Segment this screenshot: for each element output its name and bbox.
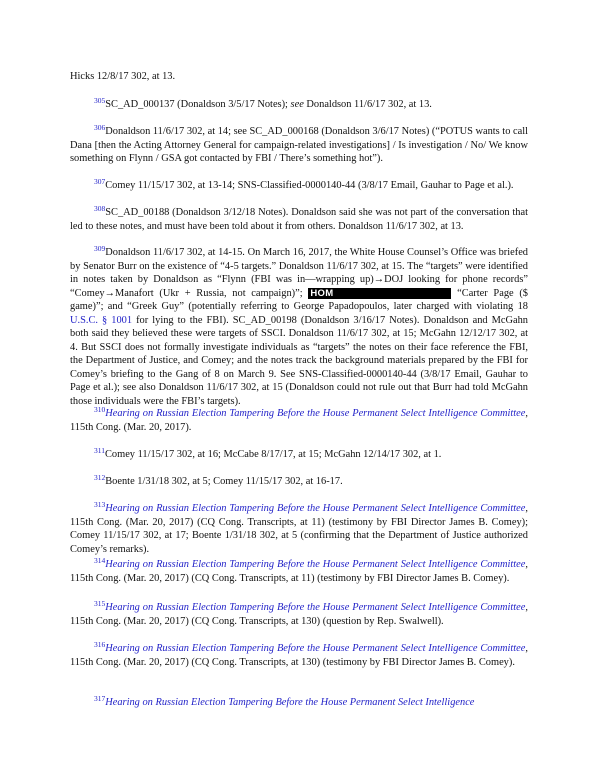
footnote-313: $^{313}$Hearing on Russian Election Tampering Before the House Permanent Select Intelligence Committee, 115th Cong. (Mar. 20, 2017) (CQ Cong. Transcripts, at 11) (testimony by FBI Director James B. Comey); Comey 11/15/17 302, at 17; Boente 1/31/18 302, at 5 (confirming that the Department of Justice authorized Comey’s remarks). [70, 500, 528, 555]
footnote-number: 317 [94, 694, 106, 703]
footnote-number: 306 [94, 123, 106, 132]
footnote-307 [70, 179, 528, 193]
footnote-text: Donaldson 11/6/17 302, at 14; see SC_AD_000168 (Donaldson 3/6/17 Notes) (“POTUS wants to call Dana [then the Acting Attorney General for campaign-related investigations] / Is investigation / No/ We know something on Flynn / GSA got contacted by FBI / There’s something hot”). [70, 126, 528, 164]
footnote-305: $^{305}$SC_AD_000137 (Donaldson 3/5/17 Notes); see Donaldson 11/6/17 302, at 13. [94, 96, 432, 110]
footnote-314: $^{314}$Hearing on Russian Election Tampering Before the House Permanent Select Intelligence Committee, 115th Cong. (Mar. 20, 2017) (CQ Cong. Transcripts, at 11) (testimony by FBI Director James B. Comey). [70, 556, 528, 584]
footnote-text: Comey 11/15/17 302, at 16; McCabe 8/17/17, at 15; McGahn 12/14/17 302, at 1. [104, 449, 442, 460]
hearing-link[interactable]: Hearing on Russian Election Tampering Before the House Permanent Select Intelligence Committee [105, 602, 526, 613]
footnote-308 [70, 206, 528, 233]
footnote-number: 315 [94, 599, 106, 608]
footnote-316: $^{316}$Hearing on Russian Election Tampering Before the House Permanent Select Intelligence Committee, 115th Cong. (Mar. 20, 2017) (CQ Cong. Transcripts, at 130) (testimony by FBI Director James B. Comey). [70, 640, 528, 668]
footnote-306 [70, 125, 528, 166]
footnote-number: 308 [94, 204, 106, 213]
footnote-number: 307 [94, 177, 106, 186]
footnote-310: $^{310}$Hearing on Russian Election Tampering Before the House Permanent Select Intelligence Committee, 115th Cong. (Mar. 20, 2017). [70, 405, 528, 433]
footnote-number: 310 [94, 405, 106, 414]
footnote-number: 311 [94, 446, 105, 455]
footnote-315: $^{315}$Hearing on Russian Election Tampering Before the House Permanent Select Intelligence Committee, 115th Cong. (Mar. 20, 2017) (CQ Cong. Transcripts, at 130) (question by Rep. Swalwell). [70, 599, 528, 627]
footnote-317 [70, 696, 528, 710]
footnote-text: SC_AD_00188 (Donaldson 3/12/18 Notes). Donaldson said she was not part of the conversation that led to these notes, and must have been told about it from others. Donaldson 11/6/17 302, at 13. [70, 207, 528, 232]
footnote-number: 312 [94, 473, 106, 482]
footnote-number: 305 [94, 96, 106, 105]
hearing-link[interactable]: Hearing on Russian Election Tampering Before the House Permanent Select Intelligence [105, 697, 475, 708]
footnote-312 [70, 475, 528, 489]
hearing-link[interactable]: Hearing on Russian Election Tampering Before the House Permanent Select Intelligence Committee [105, 643, 526, 654]
footnote-number: 313 [94, 500, 106, 509]
footnote-311 [70, 448, 528, 462]
footnote-number: 316 [94, 640, 106, 649]
footnote-number: 309 [94, 244, 106, 253]
hearing-link[interactable]: Hearing on Russian Election Tampering Before the House Permanent Select Intelligence Committee [105, 408, 526, 419]
usc-link[interactable]: U.S.C. § 1001 [70, 314, 133, 326]
footnote-text: Boente 1/31/18 302, at 5; Comey 11/15/17 302, at 16-17. [105, 476, 343, 487]
footnote-number: 314 [94, 556, 106, 565]
footnote-text: Comey 11/15/17 302, at 13-14; SNS-Classified-0000140-44 (3/8/17 Email, Gauhar to Page et al.). [105, 180, 514, 191]
continuation-line: Hicks 12/8/17 302, at 13. [70, 71, 176, 82]
redaction-block: HOM [308, 288, 451, 299]
footnote-309: $^{309}$Donaldson 11/6/17 302, at 14-15. On March 16, 2017, the White House Counsel’s Office was briefed by Senator Burr on the existence of “4-5 targets.” Donaldson 11/6/17 302, at 15. The “targets” were identified in notes taken by Donaldson as “Flynn (FBI was in—wrapping up)→DOJ looking for phone records” “Comey→Manafort (Ukr + Russia, not campaign)”; HOM “Carter Page ($ game)”; and “Greek Guy” (potentially referring to George Papadopoulos, later charged with violating 18 U.S.C. § 1001 for lying to the FBI). SC_AD_00198 (Donaldson 3/16/17 Notes). Donaldson and McGahn both said they believed these were targets of SSCI. Donaldson 11/6/17 302, at 15; McGahn 12/12/17 302, at 4. But SSCI does not formally investigate individuals as “targets” the notes on their face reference the FBI, the Department of Justice, and Comey; and the notes track the background materials prepared by the FBI for Comey’s briefing to the Gang of 8 on March 9. See SNS-Classified-0000140-44 (3/8/17 Email, Gauhar to Page et al.); see also Donaldson 11/6/17 302, at 15 (Donaldson could not rule out that Burr had told McGahn those individuals were the FBI’s targets). [70, 244, 528, 407]
hearing-link[interactable]: Hearing on Russian Election Tampering Before the House Permanent Select Intelligence Committee [105, 503, 526, 514]
hearing-link[interactable]: Hearing on Russian Election Tampering Before the House Permanent Select Intelligence Committee [105, 559, 526, 570]
